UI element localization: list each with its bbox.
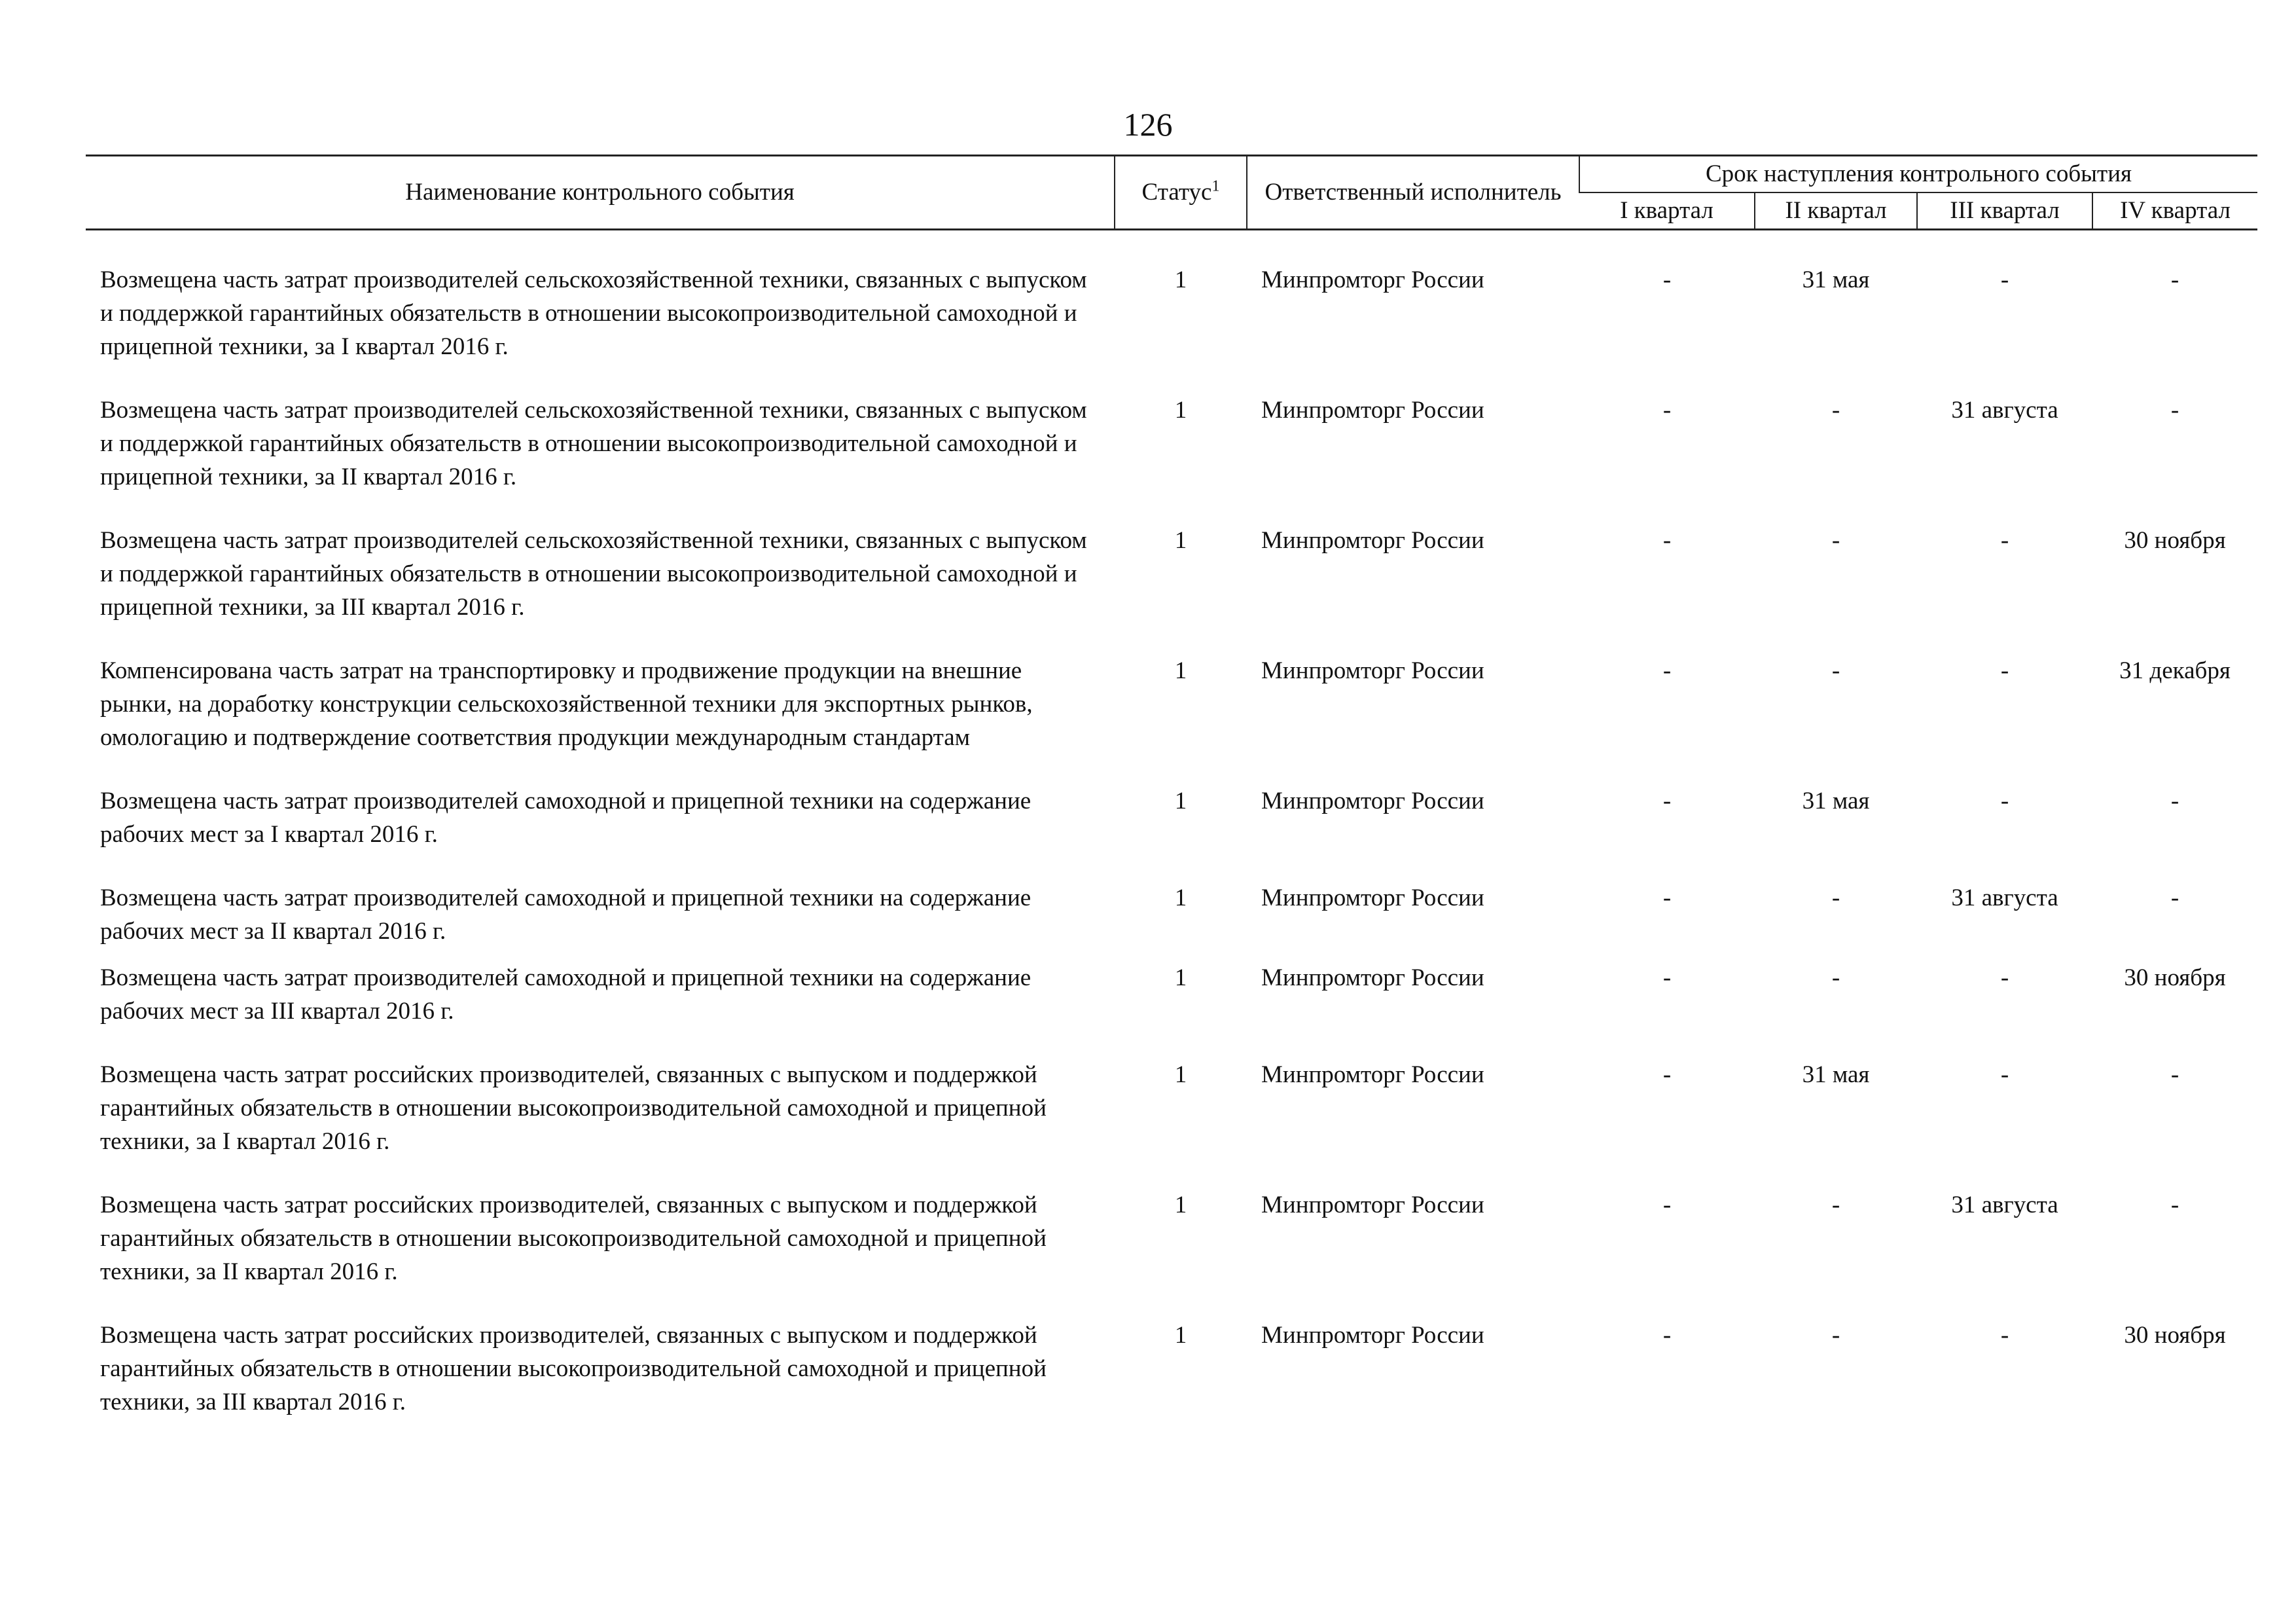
q2-cell: - xyxy=(1831,1322,1840,1349)
table-row xyxy=(86,393,2257,494)
q1-cell: - xyxy=(1662,397,1672,424)
header-q2: II квартал xyxy=(1755,192,1917,230)
q2-cell: - xyxy=(1831,964,1840,991)
q4-cell: 30 ноября xyxy=(2124,964,2226,991)
status-cell: 1 xyxy=(1174,266,1187,293)
header-deadline-group: Срок наступления контрольного события xyxy=(1579,156,2257,193)
q4-cell: - xyxy=(2170,1192,2179,1218)
header-q3: III квартал xyxy=(1917,192,2092,230)
page-number: 126 xyxy=(1123,106,1173,143)
table-row xyxy=(86,1058,2257,1158)
control-events-table xyxy=(86,155,2257,1419)
event-name-cell: Возмещена часть затрат российских производителей, связанных с выпуском и поддержкой гарантийных обязательств в отношении высокопроизводительной самоходной и прицепной техники, за III квартал 2016 г. xyxy=(100,1322,1047,1415)
table-row xyxy=(86,1319,2257,1419)
responsible-cell: Минпромторг России xyxy=(1261,397,1484,424)
q3-cell: 31 августа xyxy=(1951,397,2058,424)
event-name-cell: Компенсирована часть затрат на транспортировку и продвижение продукции на внешние рынки, на доработку конструкции сельскохозяйственной техники для экспортных рынков, омологацию и подтверждение соответствия продукции международным стандартам xyxy=(100,657,1033,751)
table-row xyxy=(86,524,2257,624)
table-row xyxy=(86,654,2257,754)
q4-cell: 31 декабря xyxy=(2119,657,2231,684)
table-row xyxy=(86,263,2257,363)
status-cell: 1 xyxy=(1174,1322,1187,1349)
table-row xyxy=(86,1188,2257,1288)
responsible-cell: Минпромторг России xyxy=(1261,884,1484,911)
q4-cell: - xyxy=(2170,397,2179,424)
q1-cell: - xyxy=(1662,788,1672,814)
status-cell: 1 xyxy=(1174,527,1187,554)
status-cell: 1 xyxy=(1174,1061,1187,1088)
q4-cell: 30 ноября xyxy=(2124,527,2226,554)
status-footnote-mark: 1 xyxy=(1211,177,1220,195)
q3-cell: - xyxy=(2000,527,2009,554)
header-q4: IV квартал xyxy=(2092,192,2257,230)
q1-cell: - xyxy=(1662,1192,1672,1218)
q3-cell: - xyxy=(2000,1322,2009,1349)
q4-cell: - xyxy=(2170,884,2179,911)
responsible-cell: Минпромторг России xyxy=(1261,964,1484,991)
header-responsible: Ответственный исполнитель xyxy=(1247,156,1579,230)
status-cell: 1 xyxy=(1174,964,1187,991)
q1-cell: - xyxy=(1662,266,1672,293)
q3-cell: - xyxy=(2000,266,2009,293)
q3-cell: - xyxy=(2000,964,2009,991)
responsible-cell: Минпромторг России xyxy=(1261,788,1484,814)
responsible-cell: Минпромторг России xyxy=(1261,1061,1484,1088)
q1-cell: - xyxy=(1662,1061,1672,1088)
q2-cell: - xyxy=(1831,657,1840,684)
event-name-cell: Возмещена часть затрат производителей самоходной и прицепной техники на содержание рабочих мест за III квартал 2016 г. xyxy=(100,964,1031,1025)
event-name-cell: Возмещена часть затрат российских производителей, связанных с выпуском и поддержкой гарантийных обязательств в отношении высокопроизводительной самоходной и прицепной техники, за I квартал 2016 г. xyxy=(100,1061,1047,1155)
q4-cell: - xyxy=(2170,266,2179,293)
q3-cell: - xyxy=(2000,657,2009,684)
table-row xyxy=(86,784,2257,851)
status-cell: 1 xyxy=(1174,397,1187,424)
q1-cell: - xyxy=(1662,964,1672,991)
responsible-cell: Минпромторг России xyxy=(1261,1322,1484,1349)
responsible-cell: Минпромторг России xyxy=(1261,527,1484,554)
q4-cell: - xyxy=(2170,1061,2179,1088)
q2-cell: - xyxy=(1831,527,1840,554)
status-cell: 1 xyxy=(1174,657,1187,684)
event-name-cell: Возмещена часть затрат производителей сельскохозяйственной техники, связанных с выпуском и поддержкой гарантийных обязательств в отношении высокопроизводительной самоходной и прицепной техники, за II квартал 2016 г. xyxy=(100,397,1087,490)
q2-cell: 31 мая xyxy=(1802,788,1870,814)
responsible-cell: Минпромторг России xyxy=(1261,266,1484,293)
q1-cell: - xyxy=(1662,884,1672,911)
q4-cell: - xyxy=(2170,788,2179,814)
event-name-cell: Возмещена часть затрат производителей сельскохозяйственной техники, связанных с выпуском и поддержкой гарантийных обязательств в отношении высокопроизводительной самоходной и прицепной техники, за I квартал 2016 г. xyxy=(100,266,1087,360)
q1-cell: - xyxy=(1662,657,1672,684)
q3-cell: 31 августа xyxy=(1951,884,2058,911)
q1-cell: - xyxy=(1662,527,1672,554)
event-name-cell: Возмещена часть затрат производителей самоходной и прицепной техники на содержание рабочих мест за I квартал 2016 г. xyxy=(100,788,1031,848)
q1-cell: - xyxy=(1662,1322,1672,1349)
header-name: Наименование контрольного события xyxy=(86,156,1115,230)
event-name-cell: Возмещена часть затрат производителей самоходной и прицепной техники на содержание рабочих мест за II квартал 2016 г. xyxy=(100,884,1031,945)
q2-cell: 31 мая xyxy=(1802,266,1870,293)
status-cell: 1 xyxy=(1174,1192,1187,1218)
table-body xyxy=(86,230,2257,1419)
status-cell: 1 xyxy=(1174,788,1187,814)
header-q1: I квартал xyxy=(1579,192,1755,230)
event-name-cell: Возмещена часть затрат российских производителей, связанных с выпуском и поддержкой гарантийных обязательств в отношении высокопроизводительной самоходной и прицепной техники, за II квартал 2016 г. xyxy=(100,1192,1047,1285)
status-cell: 1 xyxy=(1174,884,1187,911)
table-row xyxy=(86,881,2257,948)
event-name-cell: Возмещена часть затрат производителей сельскохозяйственной техники, связанных с выпуском и поддержкой гарантийных обязательств в отношении высокопроизводительной самоходной и прицепной техники, за III квартал 2016 г. xyxy=(100,527,1087,621)
q2-cell: - xyxy=(1831,397,1840,424)
q3-cell: - xyxy=(2000,788,2009,814)
q3-cell: 31 августа xyxy=(1951,1192,2058,1218)
q2-cell: - xyxy=(1831,1192,1840,1218)
header-status: Статус$^1$ xyxy=(1115,156,1247,230)
responsible-cell: Минпромторг России xyxy=(1261,1192,1484,1218)
q2-cell: - xyxy=(1831,884,1840,911)
responsible-cell: Минпромторг России xyxy=(1261,657,1484,684)
q3-cell: - xyxy=(2000,1061,2009,1088)
q2-cell: 31 мая xyxy=(1802,1061,1870,1088)
q4-cell: 30 ноября xyxy=(2124,1322,2226,1349)
table-row xyxy=(86,961,2257,1028)
